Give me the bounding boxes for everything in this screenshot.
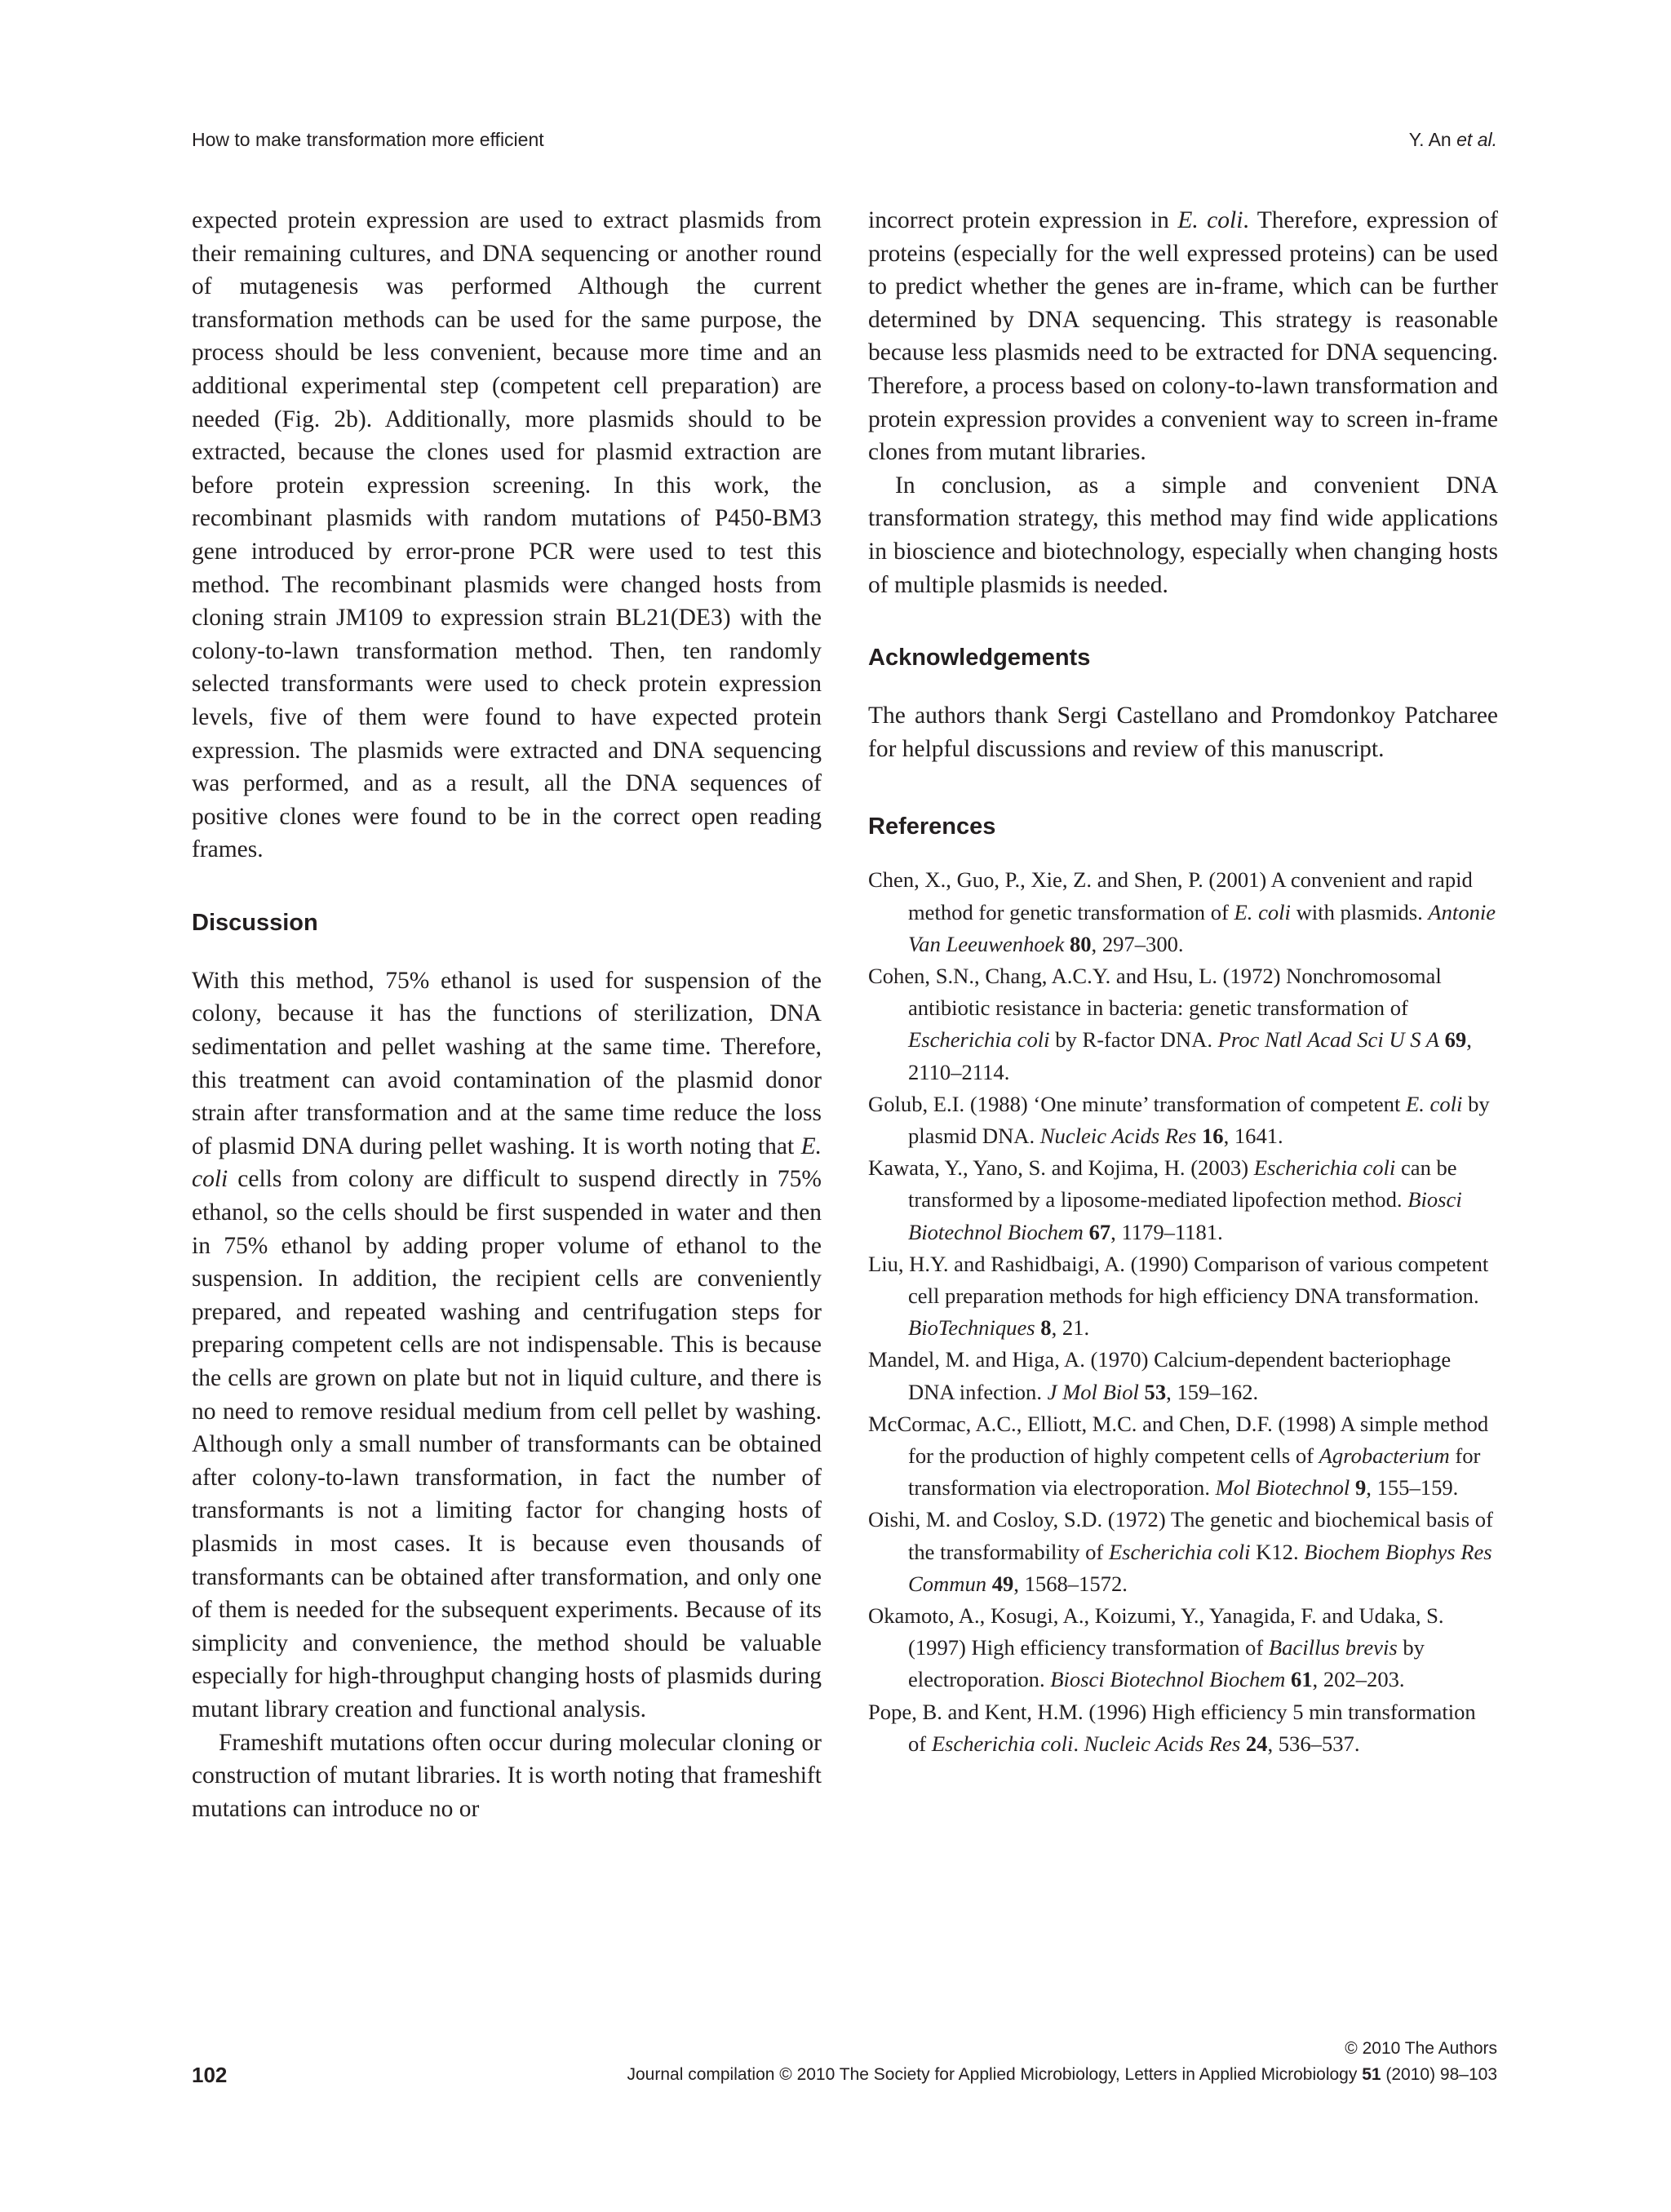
reference-item: Kawata, Y., Yano, S. and Kojima, H. (2003) Escherichia coli can be transformed by a liposome-mediated lipofection method. Biosci Biotechnol Biochem 67, 1179–1181. [868, 1155, 1462, 1244]
running-title: How to make transformation more efficient [192, 129, 544, 150]
conclusion-paragraph: In conclusion, as a simple and convenient DNA transformation strategy, this method may find wide applications in bioscience and biotechnology, especially when changing hosts of multiple plasmids is needed. [868, 472, 1498, 598]
acknowledgements-text: The authors thank Sergi Castellano and Promdonkoy Patcharee for helpful discussions and review of this manuscript. [868, 703, 1498, 762]
reference-item: Cohen, S.N., Chang, A.C.Y. and Hsu, L. (1972) Nonchromosomal antibiotic resistance in bacteria: genetic transformation of Escherichia coli by R-factor DNA. Proc Natl Acad Sci U S A 69, 2110–2114. [868, 963, 1472, 1084]
page-number: 102 [192, 2063, 228, 2087]
discussion-paragraph-2: Frameshift mutations often occur during molecular cloning or construction of mutant libraries. It is worth noting that frameshift mutations can introduce no or [192, 1729, 822, 1822]
reference-item: McCormac, A.C., Elliott, M.C. and Chen, D.F. (1998) A simple method for the production of highly competent cells of Agrobacterium for transformation via electroporation. Mol Biotechnol 9, 155–159. [868, 1411, 1489, 1501]
reference-item: Mandel, M. and Higa, A. (1970) Calcium-dependent bacteriophage DNA infection. J Mol Biol 53, 159–162. [868, 1347, 1452, 1404]
acknowledgements-heading: Acknowledgements [868, 645, 1091, 672]
results-paragraph: expected protein expression are used to extract plasmids from their remaining cultures, and DNA sequencing or another round of mutagenesis was performed Although the current transformation methods can be used for the same purpose, the process should be less convenient, because more time and an additional experimental step (competent cell preparation) are needed (Fig. 2b). Additionally, more plasmids should to be extracted, because the clones used for plasmid extraction are before protein expression screening. In this work, the recombinant plasmids with random mutations of P450-BM3 gene introduced by error-prone PCR were used to test this method. The recombinant plasmids were changed hosts from cloning strain JM109 to expression strain BL21(DE3) with the colony-to-lawn transformation method. Then, ten randomly selected transformants were used to check protein expression levels, five of them were found to have expected protein expression. The plasmids were extracted and DNA sequencing was performed, and as a result, all the DNA sequences of positive clones were found to be in the correct open reading frames. [192, 207, 822, 863]
reference-item: Pope, B. and Kent, H.M. (1996) High efficiency 5 min transformation of Escherichia coli. Nucleic Acids Res 24, 536–537. [868, 1699, 1476, 1756]
running-head [192, 129, 1497, 157]
reference-item: Golub, E.I. (1988) ‘One minute’ transformation of competent E. coli by plasmid DNA. Nucleic Acids Res 16, 1641. [868, 1091, 1490, 1148]
discussion-paragraph-1: With this method, 75% ethanol is used for suspension of the colony, because it has the functions of sterilization, DNA sedimentation and pellet washing at the same time. Therefore, this treatment can avoid contamination of the plasmid donor strain after transformation and at the same time reduce the loss of plasmid DNA during pellet washing. It is worth noting that E. coli cells from colony are difficult to suspend directly in 75% ethanol, so the cells should be first suspended in water and then in 75% ethanol by adding proper volume of ethanol to the suspension. In addition, the recipient cells are conveniently prepared, and repeated washing and centrifugation steps for preparing competent cells are not indispensable. This is because the cells are grown on plate but not in liquid culture, and there is no need to remove residual medium from cell pellet by washing. Although only a small number of transformants can be obtained after colony-to-lawn transformation, in fact the number of transformants is not a limiting factor for changing hosts of plasmids in most cases. It is because even thousands of transformants can be obtained after transformation, and only one of them is needed for the subsequent experiments. Because of its simplicity and convenience, the method should be valuable especially for high-throughput changing hosts of plasmids during mutant library creation and functional analysis. [192, 967, 822, 1722]
reference-item: Okamoto, A., Kosugi, A., Koizumi, Y., Yanagida, F. and Udaka, S. (1997) High efficiency transformation of Bacillus brevis by electroporation. Biosci Biotechnol Biochem 61, 202–203. [868, 1602, 1444, 1692]
reference-item: Chen, X., Guo, P., Xie, Z. and Shen, P. (2001) A convenient and rapid method for genetic transformation of E. coli with plasmids. Antonie Van Leeuwenhoek 80, 297–300. [868, 867, 1496, 956]
discussion-heading: Discussion [192, 909, 318, 936]
reference-item: Oishi, M. and Cosloy, S.D. (1972) The genetic and biochemical basis of the transformability of Escherichia coli K12. Biochem Biophys Res Commun 49, 1568–1572. [868, 1507, 1493, 1596]
left-column [192, 204, 822, 1825]
discussion-continued-paragraph: incorrect protein expression in E. coli. Therefore, expression of proteins (especially for the well expressed proteins) can be used to predict whether the genes are in-frame, which can be further determined by DNA sequencing. This strategy is reasonable because less plasmids need to be extracted for DNA sequencing. Therefore, a process based on colony-to-lawn transformation and protein expression provides a convenient way to screen in-frame clones from mutant libraries. [868, 207, 1498, 466]
copyright-notice: © 2010 The Authors [1345, 2039, 1497, 2058]
footer [192, 2065, 1497, 2093]
journal-citation: Journal compilation © 2010 The Society for Applied Microbiology, Letters in Applied Microbiology 51 (2010) 98–103 [627, 2065, 1497, 2084]
right-column [868, 204, 1498, 1760]
reference-list [868, 864, 1498, 1760]
reference-item: Liu, H.Y. and Rashidbaigi, A. (1990) Comparison of various competent cell preparation methods for high efficiency DNA transformation. BioTechniques 8, 21. [868, 1251, 1489, 1341]
running-authors: Y. An et al. [1408, 129, 1497, 150]
references-heading: References [868, 813, 996, 840]
